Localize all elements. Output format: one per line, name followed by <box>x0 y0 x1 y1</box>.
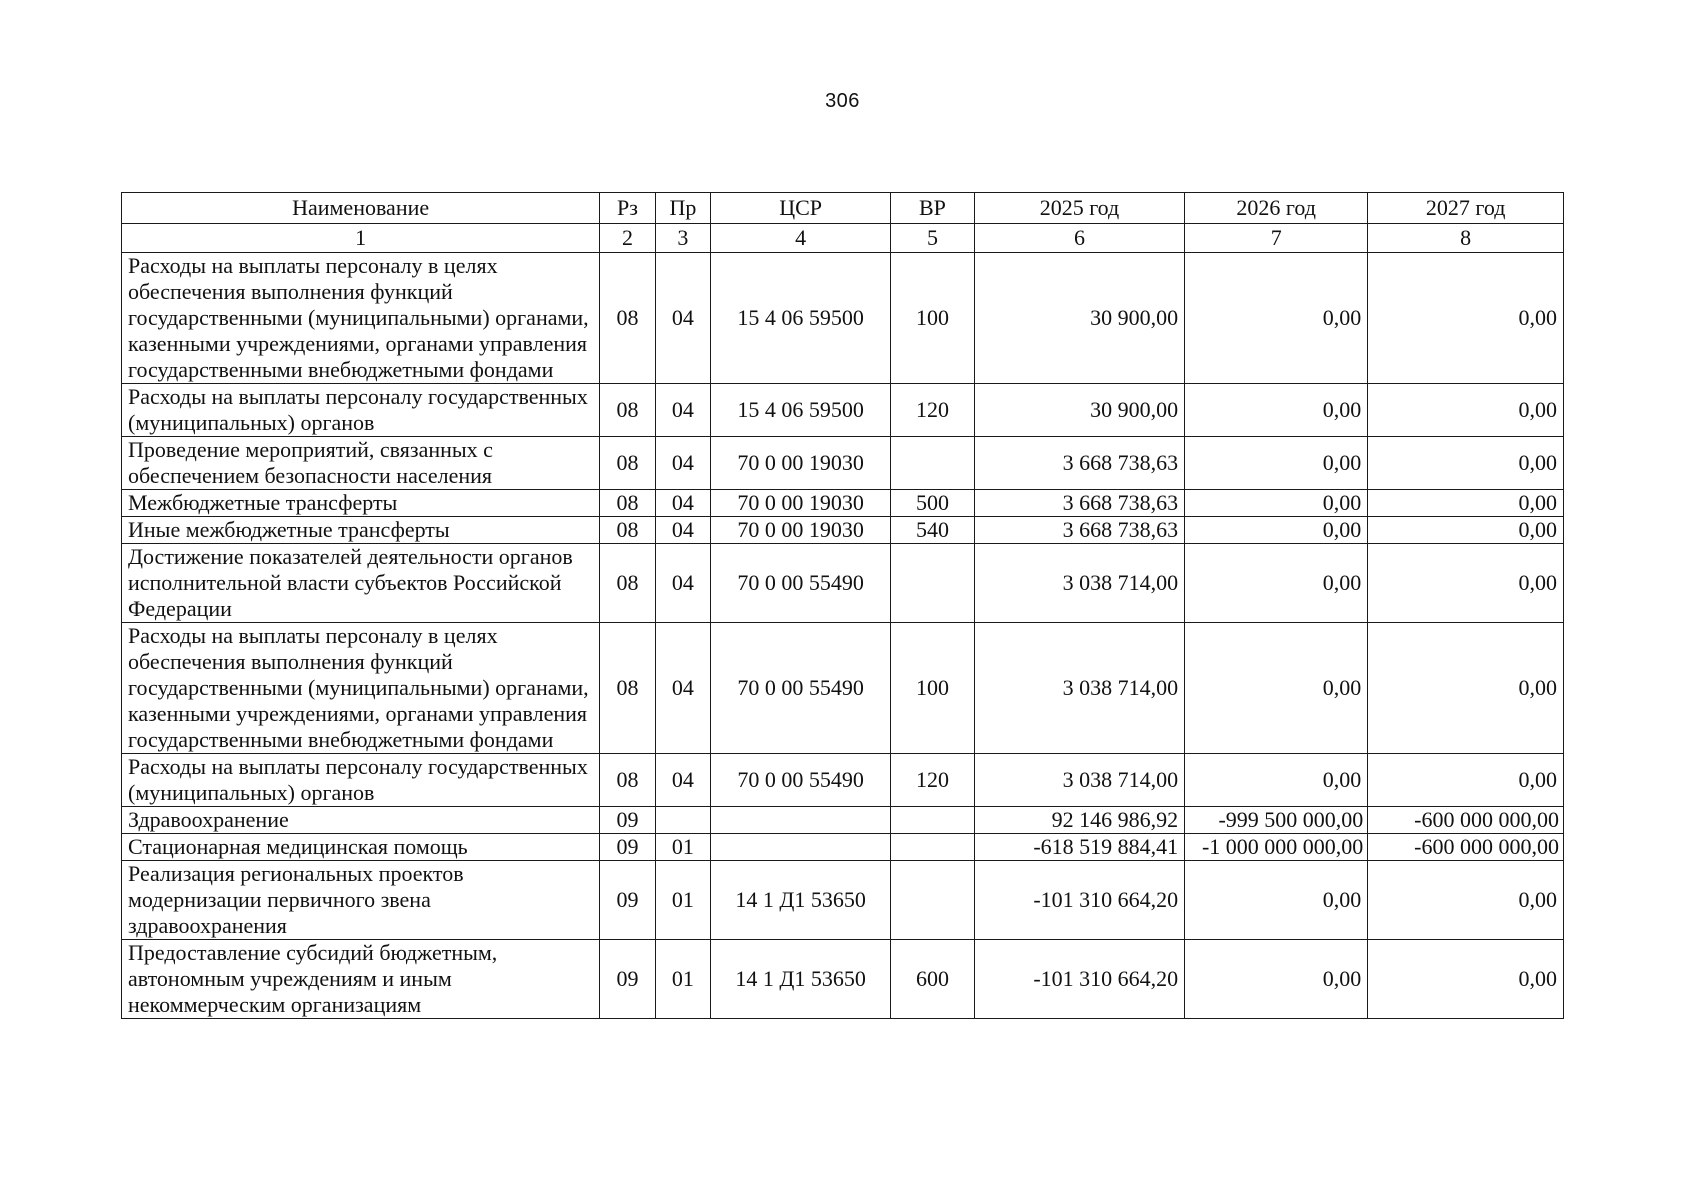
row-amount-2027: 0,00 <box>1368 861 1564 940</box>
row-rz: 09 <box>600 861 655 940</box>
row-pr: 04 <box>655 517 710 544</box>
row-rz: 09 <box>600 807 655 834</box>
table-row <box>122 490 1564 517</box>
row-amount-2025: -618 519 884,41 <box>974 834 1184 861</box>
row-amount-2026: -999 500 000,00 <box>1185 807 1368 834</box>
row-pr <box>655 807 710 834</box>
row-name: Расходы на выплаты персоналу государственных (муниципальных) органов <box>122 754 600 807</box>
row-amount-2027: -600 000 000,00 <box>1368 834 1564 861</box>
table-row <box>122 253 1564 384</box>
column-number: 8 <box>1368 224 1564 253</box>
header-2027: 2027 год <box>1368 193 1564 224</box>
row-amount-2025: 3 668 738,63 <box>974 517 1184 544</box>
row-amount-2027: 0,00 <box>1368 384 1564 437</box>
row-vr <box>891 544 975 623</box>
row-amount-2027: 0,00 <box>1368 940 1564 1019</box>
column-number: 6 <box>974 224 1184 253</box>
row-amount-2025: 3 038 714,00 <box>974 754 1184 807</box>
row-amount-2025: 3 038 714,00 <box>974 623 1184 754</box>
row-rz: 08 <box>600 253 655 384</box>
row-name: Иные межбюджетные трансферты <box>122 517 600 544</box>
row-amount-2026: 0,00 <box>1185 253 1368 384</box>
row-name: Предоставление субсидий бюджетным, автономным учреждениям и иным некоммерческим организациям <box>122 940 600 1019</box>
header-2026: 2026 год <box>1185 193 1368 224</box>
row-csr: 14 1 Д1 53650 <box>711 940 891 1019</box>
row-vr: 100 <box>891 623 975 754</box>
table-row <box>122 861 1564 940</box>
column-number: 3 <box>655 224 710 253</box>
row-pr: 04 <box>655 253 710 384</box>
table-row <box>122 834 1564 861</box>
column-number: 2 <box>600 224 655 253</box>
row-csr: 70 0 00 19030 <box>711 437 891 490</box>
row-pr: 04 <box>655 384 710 437</box>
row-vr <box>891 437 975 490</box>
row-amount-2025: 3 668 738,63 <box>974 490 1184 517</box>
header-pr: Пр <box>655 193 710 224</box>
row-rz: 08 <box>600 384 655 437</box>
row-vr: 100 <box>891 253 975 384</box>
row-amount-2025: 30 900,00 <box>974 384 1184 437</box>
header-csr: ЦСР <box>711 193 891 224</box>
row-pr: 01 <box>655 940 710 1019</box>
table-row <box>122 384 1564 437</box>
header-rz: Рз <box>600 193 655 224</box>
table-row <box>122 623 1564 754</box>
row-vr <box>891 807 975 834</box>
row-pr: 04 <box>655 490 710 517</box>
row-amount-2027: 0,00 <box>1368 754 1564 807</box>
row-name: Стационарная медицинская помощь <box>122 834 600 861</box>
table-row <box>122 754 1564 807</box>
row-amount-2026: 0,00 <box>1185 490 1368 517</box>
page-number: 306 <box>825 90 860 112</box>
row-amount-2025: 30 900,00 <box>974 253 1184 384</box>
row-amount-2026: 0,00 <box>1185 623 1368 754</box>
row-amount-2027: 0,00 <box>1368 437 1564 490</box>
column-number: 5 <box>891 224 975 253</box>
row-name: Проведение мероприятий, связанных с обеспечением безопасности населения <box>122 437 600 490</box>
row-amount-2026: 0,00 <box>1185 861 1368 940</box>
row-csr: 70 0 00 55490 <box>711 754 891 807</box>
row-amount-2026: -1 000 000 000,00 <box>1185 834 1368 861</box>
row-name: Достижение показателей деятельности органов исполнительной власти субъектов Российской Федерации <box>122 544 600 623</box>
row-amount-2026: 0,00 <box>1185 940 1368 1019</box>
row-rz: 08 <box>600 544 655 623</box>
column-number: 4 <box>711 224 891 253</box>
row-name: Расходы на выплаты персоналу в целях обеспечения выполнения функций государственными (муниципальными) органами, казенными учреждениями, органами управления государственными внебюджетными фондами <box>122 253 600 384</box>
row-amount-2027: 0,00 <box>1368 517 1564 544</box>
row-vr <box>891 834 975 861</box>
row-rz: 09 <box>600 834 655 861</box>
table-row <box>122 437 1564 490</box>
row-vr <box>891 861 975 940</box>
row-name: Расходы на выплаты персоналу государственных (муниципальных) органов <box>122 384 600 437</box>
row-amount-2027: 0,00 <box>1368 544 1564 623</box>
row-rz: 08 <box>600 623 655 754</box>
row-name: Расходы на выплаты персоналу в целях обеспечения выполнения функций государственными (муниципальными) органами, казенными учреждениями, органами управления государственными внебюджетными фондами <box>122 623 600 754</box>
table-row <box>122 940 1564 1019</box>
column-number: 7 <box>1185 224 1368 253</box>
row-name: Межбюджетные трансферты <box>122 490 600 517</box>
row-name: Реализация региональных проектов модернизации первичного звена здравоохранения <box>122 861 600 940</box>
row-csr: 70 0 00 55490 <box>711 623 891 754</box>
row-name: Здравоохранение <box>122 807 600 834</box>
header-row <box>122 193 1564 224</box>
row-pr: 01 <box>655 861 710 940</box>
row-csr: 15 4 06 59500 <box>711 253 891 384</box>
row-amount-2027: 0,00 <box>1368 490 1564 517</box>
row-amount-2026: 0,00 <box>1185 384 1368 437</box>
row-amount-2027: -600 000 000,00 <box>1368 807 1564 834</box>
row-amount-2025: 3 038 714,00 <box>974 544 1184 623</box>
row-pr: 04 <box>655 544 710 623</box>
row-amount-2025: 92 146 986,92 <box>974 807 1184 834</box>
row-csr <box>711 834 891 861</box>
budget-table <box>121 192 1564 1019</box>
row-csr: 70 0 00 19030 <box>711 490 891 517</box>
row-rz: 08 <box>600 517 655 544</box>
row-vr: 540 <box>891 517 975 544</box>
row-vr: 120 <box>891 384 975 437</box>
row-csr: 70 0 00 55490 <box>711 544 891 623</box>
row-amount-2027: 0,00 <box>1368 253 1564 384</box>
row-rz: 08 <box>600 490 655 517</box>
row-rz: 09 <box>600 940 655 1019</box>
header-2025: 2025 год <box>974 193 1184 224</box>
header-name: Наименование <box>122 193 600 224</box>
row-csr: 70 0 00 19030 <box>711 517 891 544</box>
row-rz: 08 <box>600 437 655 490</box>
row-vr: 600 <box>891 940 975 1019</box>
row-amount-2026: 0,00 <box>1185 517 1368 544</box>
header-vr: ВР <box>891 193 975 224</box>
row-amount-2025: 3 668 738,63 <box>974 437 1184 490</box>
row-amount-2025: -101 310 664,20 <box>974 861 1184 940</box>
row-amount-2025: -101 310 664,20 <box>974 940 1184 1019</box>
table-row <box>122 807 1564 834</box>
row-amount-2026: 0,00 <box>1185 754 1368 807</box>
row-amount-2026: 0,00 <box>1185 544 1368 623</box>
table-row <box>122 544 1564 623</box>
row-csr <box>711 807 891 834</box>
row-pr: 04 <box>655 623 710 754</box>
row-rz: 08 <box>600 754 655 807</box>
row-amount-2027: 0,00 <box>1368 623 1564 754</box>
table-row <box>122 517 1564 544</box>
row-csr: 14 1 Д1 53650 <box>711 861 891 940</box>
row-amount-2026: 0,00 <box>1185 437 1368 490</box>
row-csr: 15 4 06 59500 <box>711 384 891 437</box>
row-pr: 04 <box>655 754 710 807</box>
row-vr: 500 <box>891 490 975 517</box>
row-vr: 120 <box>891 754 975 807</box>
row-pr: 04 <box>655 437 710 490</box>
row-pr: 01 <box>655 834 710 861</box>
column-number-row <box>122 224 1564 253</box>
column-number: 1 <box>122 224 600 253</box>
